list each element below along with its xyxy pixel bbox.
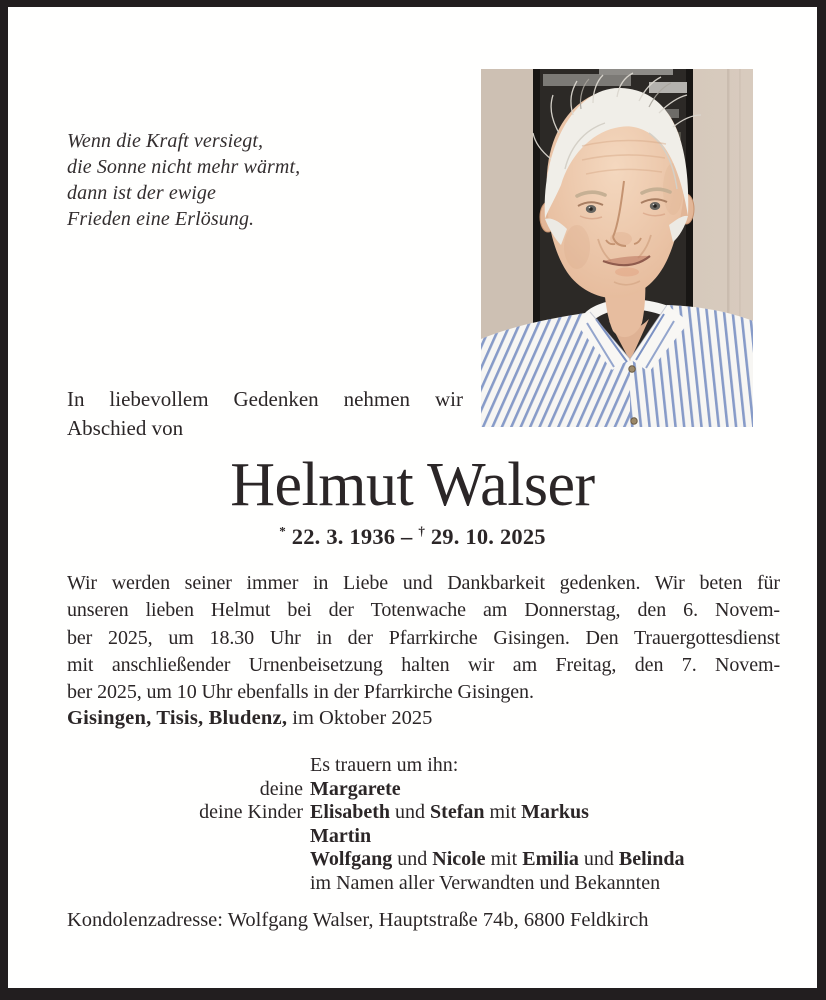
intro-line: Abschied von [67,415,184,440]
mourner-row [67,801,684,825]
mourner-names: Martin [310,824,372,847]
mourner-relation-label [67,754,303,778]
announcement-line: ber 2025, um 18.30 Uhr in der Pfarrkirche Gisingen. Den Trauergottesdienst [67,626,780,649]
mourner-row [67,848,684,872]
vital-dates [8,524,817,550]
mourner-row [67,825,684,849]
intro-line: In liebevollem Gedenken nehmen wir [67,387,463,411]
month-year: im Oktober 2025 [292,707,433,729]
mourner-names: Es trauern um ihn: [310,754,459,776]
announcement-text [67,570,780,706]
places: Gisingen, Tisis, Bludenz, [67,707,288,729]
verse-line: dann ist der ewige [67,182,217,204]
announcement-line: Wir werden seiner immer in Liebe und Dankbarkeit gedenken. Wir beten für [67,572,780,594]
death-marker-icon: † [418,523,426,539]
condolence-address: Kondolenzadresse: Wolfgang Walser, Hauptstraße 74b, 6800 Feldkirch [67,909,649,931]
mourner-names: Wolfgang und Nicole mit Emilia und Belinda [310,848,685,871]
announcement-line: ber 2025, um 10 Uhr ebenfalls in der Pfarrkirche Gisingen. [67,681,534,704]
mourners-block [67,754,684,896]
verse-line: Wenn die Kraft versiegt, [67,130,264,152]
place-date-line [67,707,432,730]
mourner-relation-label [67,848,303,872]
announcement-line: unseren lieben Helmut bei der Totenwache am Donnerstag, den 6. Novem- [67,599,780,622]
mourner-relation-label: deine [259,777,303,800]
mourners-rows [67,754,684,896]
mourner-relation-label: deine Kinder [199,801,303,824]
portrait-photo [481,69,753,427]
mourner-names: im Namen aller Verwandten und Bekannten [310,871,661,894]
mourner-row [67,754,684,778]
dates-separator: – [401,524,413,549]
mourner-names: Elisabeth und Stefan mit Markus [310,801,589,824]
mourner-relation-label [67,872,303,896]
announcement-line: mit anschließender Urnenbeisetzung halten wir am Freitag, den 7. Novem- [67,653,780,676]
portrait-photo-svg [481,69,753,427]
birth-marker-icon: * [279,523,286,539]
mourner-relation-label [67,825,303,849]
birth-date: 22. 3. 1936 [291,524,396,549]
mourner-row [67,778,684,802]
verse-line: Frieden eine Erlösung. [67,208,255,230]
mourner-names: Margarete [310,777,401,800]
verse-line: die Sonne nicht mehr wärmt, [67,156,301,178]
intro-text [67,385,463,442]
shirt-button [629,366,635,372]
deceased-name: Helmut Walser [230,451,595,519]
memorial-verse [67,128,300,232]
mourner-row [67,872,684,896]
death-date: 29. 10. 2025 [430,524,546,549]
shirt-button [631,418,637,424]
obituary-card [8,7,817,988]
